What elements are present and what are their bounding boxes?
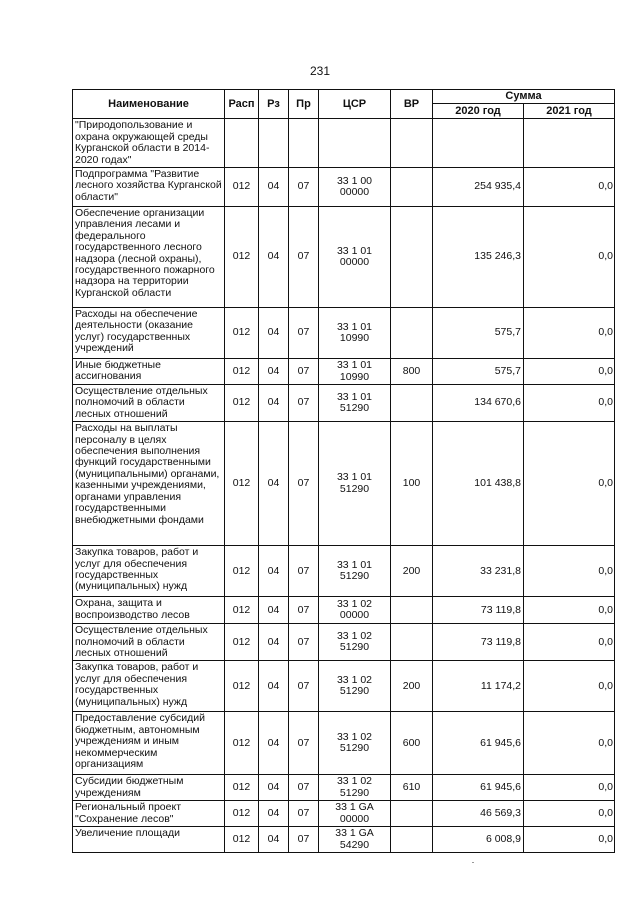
cell-name: Осуществление отдельных полномочий в области лесных отношений [73, 385, 225, 422]
cell-csr: 33 1 02 51290 [319, 775, 391, 801]
header-rasp: Расп [225, 90, 259, 119]
cell-csr: 33 1 01 51290 [319, 546, 391, 597]
cell-rasp: 012 [225, 775, 259, 801]
cell-2021: 0,0 [524, 546, 615, 597]
cell-pr: 07 [289, 168, 319, 207]
cell-vr: 600 [391, 712, 433, 775]
cell-name: Закупка товаров, работ и услуг для обеспечения государственных (муниципальных) нужд [73, 546, 225, 597]
cell-vr [391, 597, 433, 624]
cell-pr: 07 [289, 775, 319, 801]
cell-csr: 33 1 01 51290 [319, 385, 391, 422]
table-row [73, 624, 615, 661]
cell-csr: 33 1 01 10990 [319, 308, 391, 359]
cell-name: Субсидии бюджетным учреждениям [73, 775, 225, 801]
cell-rz: 04 [259, 422, 289, 546]
cell-pr: 07 [289, 624, 319, 661]
cell-2020: 134 670,6 [433, 385, 524, 422]
cell-rz: 04 [259, 359, 289, 385]
cell-pr: 07 [289, 661, 319, 712]
cell-name: Увеличение площади [73, 827, 225, 853]
cell-2021: 0,0 [524, 597, 615, 624]
cell-name: "Природопользование и охрана окружающей среды Курганской области в 2014-2020 годах" [73, 119, 225, 168]
cell-rz: 04 [259, 546, 289, 597]
cell-csr: 33 1 02 51290 [319, 661, 391, 712]
cell-vr [391, 119, 433, 168]
cell-rz: 04 [259, 661, 289, 712]
header-sum: Сумма [433, 90, 615, 104]
cell-rz: 04 [259, 597, 289, 624]
cell-vr: 100 [391, 422, 433, 546]
cell-rasp: 012 [225, 801, 259, 827]
cell-csr: 33 1 01 10990 [319, 359, 391, 385]
cell-2021: 0,0 [524, 168, 615, 207]
cell-2020: 73 119,8 [433, 597, 524, 624]
cell-2021: 0,0 [524, 308, 615, 359]
cell-csr: 33 1 02 51290 [319, 712, 391, 775]
cell-2020: 254 935,4 [433, 168, 524, 207]
cell-vr: 200 [391, 661, 433, 712]
cell-csr: 33 1 GA 00000 [319, 801, 391, 827]
table-row [73, 385, 615, 422]
cell-name: Расходы на обеспечение деятельности (оказание услуг) государственных учреждений [73, 308, 225, 359]
header-2021: 2021 год [524, 104, 615, 119]
cell-2021 [524, 119, 615, 168]
cell-2020: 11 174,2 [433, 661, 524, 712]
cell-2020: 61 945,6 [433, 712, 524, 775]
cell-vr [391, 207, 433, 308]
cell-2021: 0,0 [524, 385, 615, 422]
header-rz: Рз [259, 90, 289, 119]
cell-csr: 33 1 00 00000 [319, 168, 391, 207]
table-row [73, 801, 615, 827]
cell-pr: 07 [289, 385, 319, 422]
cell-vr [391, 385, 433, 422]
cell-name: Иные бюджетные ассигнования [73, 359, 225, 385]
scan-speck [472, 862, 474, 863]
cell-csr [319, 119, 391, 168]
cell-2020: 73 119,8 [433, 624, 524, 661]
cell-name: Региональный проект "Сохранение лесов" [73, 801, 225, 827]
cell-rz: 04 [259, 168, 289, 207]
cell-pr: 07 [289, 712, 319, 775]
table-row [73, 308, 615, 359]
cell-rz: 04 [259, 801, 289, 827]
cell-name: Расходы на выплаты персоналу в целях обеспечения выполнения функций государственными (муниципальными) органами, казенными учреждениями, органами управления государственными внебюджетными фондами [73, 422, 225, 546]
cell-rasp: 012 [225, 422, 259, 546]
cell-vr [391, 308, 433, 359]
cell-2021: 0,0 [524, 661, 615, 712]
cell-vr: 610 [391, 775, 433, 801]
cell-pr: 07 [289, 801, 319, 827]
cell-rasp [225, 119, 259, 168]
cell-pr: 07 [289, 546, 319, 597]
header-csr: ЦСР [319, 90, 391, 119]
cell-rz: 04 [259, 207, 289, 308]
table-row [73, 712, 615, 775]
cell-2020: 46 569,3 [433, 801, 524, 827]
header-name: Наименование [73, 90, 225, 119]
cell-rz: 04 [259, 385, 289, 422]
cell-2020: 61 945,6 [433, 775, 524, 801]
cell-vr [391, 168, 433, 207]
cell-pr: 07 [289, 827, 319, 853]
header-vr: ВР [391, 90, 433, 119]
cell-pr: 07 [289, 422, 319, 546]
page-number: 231 [309, 64, 331, 78]
cell-pr: 07 [289, 308, 319, 359]
cell-name: Осуществление отдельных полномочий в области лесных отношений [73, 624, 225, 661]
cell-pr [289, 119, 319, 168]
cell-rasp: 012 [225, 712, 259, 775]
table-row [73, 119, 615, 168]
cell-rz: 04 [259, 775, 289, 801]
cell-2021: 0,0 [524, 775, 615, 801]
table-row [73, 359, 615, 385]
cell-csr: 33 1 GA 54290 [319, 827, 391, 853]
cell-2020: 135 246,3 [433, 207, 524, 308]
table-row [73, 207, 615, 308]
cell-rz: 04 [259, 308, 289, 359]
cell-vr [391, 801, 433, 827]
cell-name: Предоставление субсидий бюджетным, автономным учреждениям и иным некоммерческим организациям [73, 712, 225, 775]
cell-rasp: 012 [225, 168, 259, 207]
cell-name: Обеспечение организации управления лесами и федерального государственного лесного надзора (лесной охраны), государственного пожарного надзора на территории Курганской области [73, 207, 225, 308]
cell-2020: 575,7 [433, 308, 524, 359]
table-row [73, 422, 615, 546]
cell-pr: 07 [289, 207, 319, 308]
cell-name: Охрана, защита и воспроизводство лесов [73, 597, 225, 624]
table-row [73, 546, 615, 597]
header-pr: Пр [289, 90, 319, 119]
cell-csr: 33 1 02 51290 [319, 624, 391, 661]
cell-2020: 101 438,8 [433, 422, 524, 546]
cell-rasp: 012 [225, 207, 259, 308]
cell-pr: 07 [289, 359, 319, 385]
cell-rasp: 012 [225, 597, 259, 624]
cell-2020: 6 008,9 [433, 827, 524, 853]
cell-2021: 0,0 [524, 712, 615, 775]
cell-name: Подпрограмма "Развитие лесного хозяйства Курганской области" [73, 168, 225, 207]
cell-csr: 33 1 01 51290 [319, 422, 391, 546]
cell-csr: 33 1 02 00000 [319, 597, 391, 624]
cell-2021: 0,0 [524, 801, 615, 827]
cell-vr: 200 [391, 546, 433, 597]
cell-rasp: 012 [225, 385, 259, 422]
table-row [73, 827, 615, 853]
cell-name: Закупка товаров, работ и услуг для обеспечения государственных (муниципальных) нужд [73, 661, 225, 712]
budget-table [72, 89, 615, 853]
cell-2020: 575,7 [433, 359, 524, 385]
cell-2021: 0,0 [524, 422, 615, 546]
cell-vr [391, 827, 433, 853]
cell-rasp: 012 [225, 827, 259, 853]
cell-pr: 07 [289, 597, 319, 624]
cell-rasp: 012 [225, 624, 259, 661]
table-row [73, 597, 615, 624]
cell-2021: 0,0 [524, 827, 615, 853]
cell-2021: 0,0 [524, 359, 615, 385]
cell-2021: 0,0 [524, 207, 615, 308]
cell-rz: 04 [259, 712, 289, 775]
cell-rz: 04 [259, 624, 289, 661]
table-row [73, 775, 615, 801]
cell-rz [259, 119, 289, 168]
cell-rasp: 012 [225, 661, 259, 712]
cell-2020: 33 231,8 [433, 546, 524, 597]
cell-rz: 04 [259, 827, 289, 853]
cell-rasp: 012 [225, 308, 259, 359]
cell-rasp: 012 [225, 546, 259, 597]
header-2020: 2020 год [433, 104, 524, 119]
cell-vr: 800 [391, 359, 433, 385]
cell-rasp: 012 [225, 359, 259, 385]
cell-vr [391, 624, 433, 661]
table-row [73, 661, 615, 712]
cell-csr: 33 1 01 00000 [319, 207, 391, 308]
cell-2021: 0,0 [524, 624, 615, 661]
cell-2020 [433, 119, 524, 168]
table-row [73, 168, 615, 207]
